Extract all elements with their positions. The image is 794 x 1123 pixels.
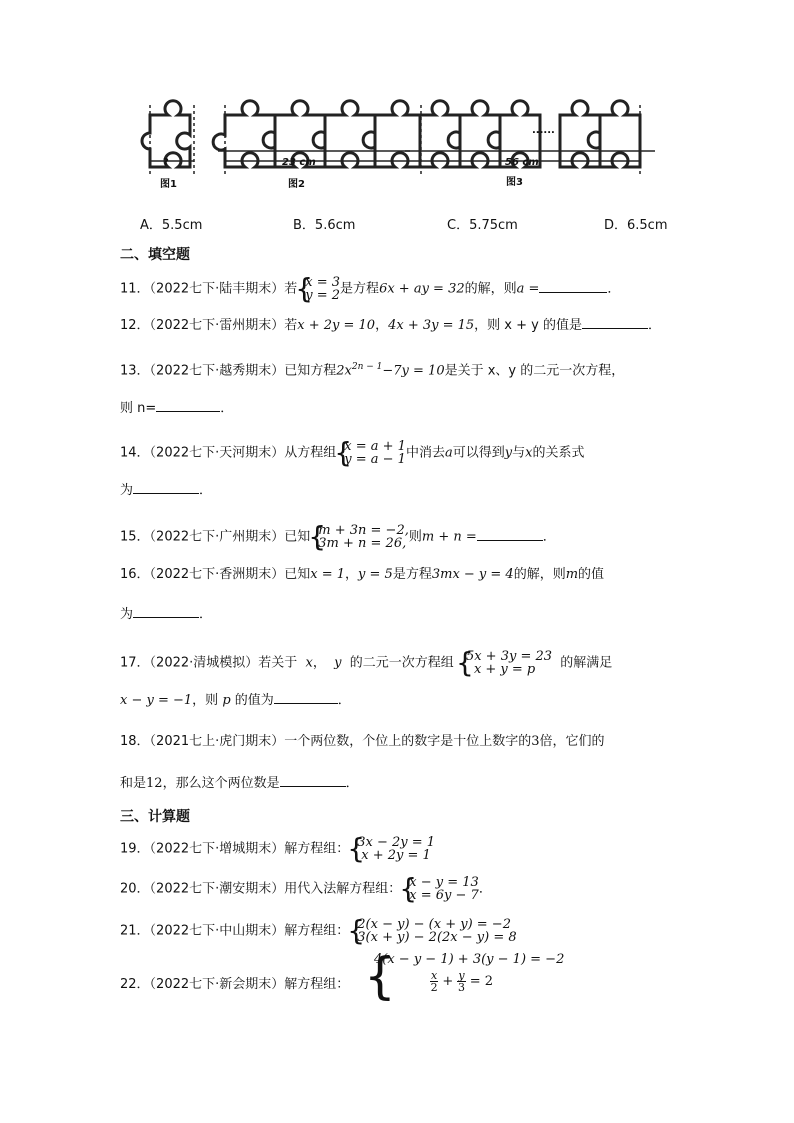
- choice-c: C．5.75cm: [447, 218, 518, 233]
- q18-blank[interactable]: [280, 786, 346, 787]
- fig2-label: 图2: [288, 179, 305, 190]
- q11-system: { x = 3 y = 2: [297, 276, 340, 302]
- q14-blank[interactable]: [133, 493, 199, 494]
- choice-b: B．5.6cm: [293, 218, 356, 233]
- question-18: 18．（2021七上·虎门期末）一个两位数，个位上的数字是十位上数字的3倍，它们的: [120, 734, 605, 749]
- question-18-line2: 和是12，那么这个两位数是 ．: [120, 776, 359, 791]
- fig3-dots: ......: [532, 125, 555, 136]
- fig3-label: 图3: [506, 177, 523, 188]
- question-22: 22．（2022七下·新会期末）解方程组：: [120, 977, 350, 992]
- section-fill-blank: 二、填空题: [120, 247, 190, 263]
- question-14-line2: 为 ．: [120, 483, 213, 498]
- question-17-line2: x − y = −1，则 p 的值为 ．: [120, 693, 351, 708]
- question-17: 17．（2022·清城模拟）若关于 x， y 的二元一次方程组 { 5x + 3y = 23 x + y = p 的解满足: [120, 650, 612, 676]
- q13-blank[interactable]: [156, 411, 220, 412]
- question-14: 14．（2022七下·天河期末）从方程组 { x = a + 1 y = a − 1 中消去a可以得到y与x的关系式: [120, 440, 584, 466]
- q11-blank[interactable]: [539, 292, 607, 293]
- question-13-line2: 则 n= ．: [120, 401, 234, 416]
- question-16-line2: 为 ．: [120, 607, 213, 622]
- question-19: 19．（2022七下·增城期末）解方程组： { 3x − 2y = 1 x + 2y = 1: [120, 836, 435, 862]
- q16-blank[interactable]: [133, 617, 199, 618]
- section-calculation: 三、计算题: [120, 809, 190, 825]
- choice-d: D．6.5cm: [604, 218, 668, 233]
- question-15: 15．（2022七下·广州期末）已知 { m + 3n = −2, 3m + n = 26, 则m + n = ．: [120, 524, 556, 550]
- question-13: 13．（2022七下·越秀期末）已知方程$2x^{2n - 1}-7y = 10$是关于 x、y 的二元一次方程，: [120, 362, 625, 379]
- q17-blank[interactable]: [274, 703, 338, 704]
- fig1-question: ?: [163, 157, 169, 168]
- question-20: 20．（2022七下·潮安期末）用代入法解方程组： { x − y = 13 x = 6y − 7 ．: [120, 876, 492, 902]
- question-21: 21．（2022七下·中山期末）解方程组： { 2(x − y) − (x + y) = −2 3(x + y) − 2(2x − y) = 8: [120, 918, 517, 944]
- fig2-length: 23 cm: [282, 157, 316, 168]
- question-16: 16．（2022七下·香洲期末）已知x = 1，y = 5是方程3mx − y = 4的解，则m的值: [120, 567, 605, 582]
- puzzle-figure: [130, 95, 670, 190]
- q15-blank[interactable]: [477, 540, 543, 541]
- q12-blank[interactable]: [582, 328, 648, 329]
- fig1-label: 图1: [160, 179, 177, 190]
- question-11: 11．（2022七下·陆丰期末）若 { x = 3 y = 2 是方程6x + ay = 32的解，则a = ．: [120, 276, 620, 302]
- fig3-length: 56 cm: [505, 157, 539, 168]
- question-12: 12．（2022七下·雷州期末）若x + 2y = 10，4x + 3y = 15，则 x + y 的值是 ．: [120, 318, 661, 333]
- choice-a: A．5.5cm: [140, 218, 203, 233]
